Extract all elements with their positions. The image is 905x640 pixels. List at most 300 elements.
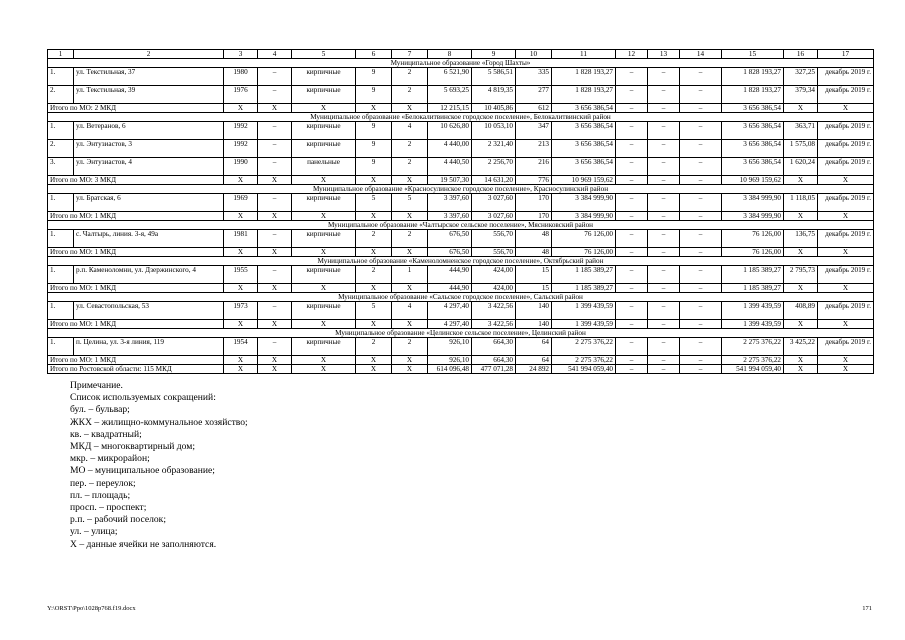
table-row	[48, 194, 874, 212]
table-cell: 5 693,25	[428, 86, 472, 104]
table-cell: 9	[356, 122, 392, 140]
table-cell: X	[356, 212, 392, 221]
table-cell: –	[258, 266, 292, 284]
table-cell: X	[292, 212, 356, 221]
table-cell: –	[258, 158, 292, 176]
column-number-cell: 13	[648, 50, 680, 59]
table-cell: декабрь 2019 г.	[818, 194, 874, 212]
table-cell: 14 631,20	[472, 176, 516, 185]
note-line: пер. – переулок;	[70, 477, 136, 489]
table-cell: 170	[516, 194, 552, 212]
table-cell: 347	[516, 122, 552, 140]
total-row	[48, 104, 874, 113]
table-cell: –	[258, 302, 292, 320]
table-cell: X	[784, 176, 818, 185]
table-cell: X	[292, 104, 356, 113]
table-cell: 10 405,86	[472, 104, 516, 113]
table-cell: X	[258, 176, 292, 185]
table-cell: 1.	[48, 122, 74, 140]
table-cell: 4 440,50	[428, 158, 472, 176]
table-cell: 444,90	[428, 266, 472, 284]
note-line: ул. – улица;	[70, 526, 118, 538]
municipality-name: Муниципальное образование «Чалтырское сельское поселение», Мясниковский район	[48, 221, 874, 230]
table-cell: 3 656 386,54	[722, 122, 784, 140]
table-cell: 4 297,40	[428, 320, 472, 329]
table-cell: 2	[356, 230, 392, 248]
column-number-cell: 3	[224, 50, 258, 59]
table-cell: 64	[516, 338, 552, 356]
table-cell: 170	[516, 212, 552, 221]
table-cell: –	[680, 302, 722, 320]
table-cell: декабрь 2019 г.	[818, 140, 874, 158]
table-cell: X	[784, 365, 818, 374]
table-cell: ул. Энтузиастов, 3	[74, 140, 224, 158]
table-cell: 1 399 439,59	[722, 302, 784, 320]
table-cell: 4	[392, 122, 428, 140]
table-cell: X	[392, 212, 428, 221]
table-cell: 1992	[224, 122, 258, 140]
note-line: мкр. – микрорайон;	[70, 453, 150, 465]
table-cell: X	[258, 104, 292, 113]
table-cell: 76 126,00	[722, 248, 784, 257]
municipality-section-row	[48, 185, 874, 194]
total-label: Итого по МО: 3 МКД	[48, 176, 224, 185]
table-cell: 3 656 386,54	[552, 104, 616, 113]
total-row	[48, 212, 874, 221]
table-cell: X	[784, 104, 818, 113]
table-cell: –	[648, 230, 680, 248]
table-cell: 3 422,56	[472, 320, 516, 329]
table-cell: 1990	[224, 158, 258, 176]
table-cell: 1976	[224, 86, 258, 104]
table-cell: 2.	[48, 86, 74, 104]
table-cell: –	[616, 122, 648, 140]
table-cell: 3 656 386,54	[722, 140, 784, 158]
table-cell: 3 656 386,54	[722, 104, 784, 113]
table-cell: 3 384 999,90	[722, 212, 784, 221]
table-cell: –	[680, 266, 722, 284]
table-row	[48, 122, 874, 140]
table-cell: –	[258, 194, 292, 212]
table-cell: ул. Братская, 6	[74, 194, 224, 212]
table-cell: –	[648, 212, 680, 221]
table-row	[48, 68, 874, 86]
table-cell: –	[616, 194, 648, 212]
table-cell: кирпичные	[292, 302, 356, 320]
table-cell: –	[258, 122, 292, 140]
table-cell: –	[680, 68, 722, 86]
table-cell: п. Целина, ул. 3-я линия, 119	[74, 338, 224, 356]
table-cell: ул. Текстильная, 37	[74, 68, 224, 86]
table-cell: X	[356, 284, 392, 293]
table-cell: 2	[392, 158, 428, 176]
table-cell: –	[648, 356, 680, 365]
note-line: бул. – бульвар;	[70, 404, 130, 416]
table-cell: 3 384 999,90	[552, 212, 616, 221]
table-cell: 2	[356, 338, 392, 356]
note-line: пл. – площадь;	[70, 489, 131, 501]
table-cell: X	[258, 248, 292, 257]
table-cell: 277	[516, 86, 552, 104]
table-cell: –	[648, 86, 680, 104]
table-cell: –	[680, 356, 722, 365]
column-number-cell: 10	[516, 50, 552, 59]
table-cell: X	[392, 176, 428, 185]
note-line: X – данные ячейки не заполняются.	[70, 538, 217, 550]
column-number-cell: 4	[258, 50, 292, 59]
total-row	[48, 284, 874, 293]
table-cell: 19 507,30	[428, 176, 472, 185]
table-cell: –	[648, 365, 680, 374]
table-cell: X	[392, 365, 428, 374]
page-number: 171	[862, 605, 872, 612]
total-row	[48, 365, 874, 374]
total-row	[48, 176, 874, 185]
table-cell: 1992	[224, 140, 258, 158]
table-cell: кирпичные	[292, 86, 356, 104]
table-cell: –	[648, 122, 680, 140]
total-label: Итого по МО: 1 МКД	[48, 212, 224, 221]
table-cell: –	[648, 158, 680, 176]
table-cell: X	[224, 176, 258, 185]
table-cell: 1 185 389,27	[722, 266, 784, 284]
table-cell: X	[784, 356, 818, 365]
table-cell: декабрь 2019 г.	[818, 122, 874, 140]
table-cell: 408,89	[784, 302, 818, 320]
table-cell: декабрь 2019 г.	[818, 266, 874, 284]
table-cell: –	[680, 140, 722, 158]
table-cell: X	[224, 365, 258, 374]
table-cell: X	[392, 320, 428, 329]
table-cell: 4 297,40	[428, 302, 472, 320]
table-cell: кирпичные	[292, 230, 356, 248]
note-line: МО – муниципальное образование;	[70, 465, 215, 477]
table-cell: 1.	[48, 266, 74, 284]
column-number-cell: 14	[680, 50, 722, 59]
table-cell: ул. Текстильная, 39	[74, 86, 224, 104]
note-line: кв. – квадратный;	[70, 428, 142, 440]
municipality-section-row	[48, 257, 874, 266]
table-cell: 676,50	[428, 230, 472, 248]
table-cell: –	[616, 140, 648, 158]
table-cell: –	[616, 338, 648, 356]
table-cell: 216	[516, 158, 552, 176]
table-row	[48, 86, 874, 104]
column-number-cell: 6	[356, 50, 392, 59]
table-cell: 1.	[48, 68, 74, 86]
table-cell: 15	[516, 266, 552, 284]
column-number-cell: 15	[722, 50, 784, 59]
table-cell: 1981	[224, 230, 258, 248]
table-cell: –	[648, 284, 680, 293]
table-row	[48, 266, 874, 284]
table-cell: –	[680, 104, 722, 113]
table-cell: –	[616, 266, 648, 284]
total-row	[48, 248, 874, 257]
table-cell: –	[616, 68, 648, 86]
table-cell: 213	[516, 140, 552, 158]
table-cell: 64	[516, 356, 552, 365]
table-cell: 140	[516, 302, 552, 320]
municipality-section-row	[48, 59, 874, 68]
table-cell: –	[616, 320, 648, 329]
table-cell: 10 626,80	[428, 122, 472, 140]
table-cell: 363,71	[784, 122, 818, 140]
table-cell: –	[648, 302, 680, 320]
table-cell: X	[292, 248, 356, 257]
table-cell: ул. Энтузиастов, 4	[74, 158, 224, 176]
table-cell: 1 118,05	[784, 194, 818, 212]
table-cell: 136,75	[784, 230, 818, 248]
total-label: Итого по МО: 1 МКД	[48, 248, 224, 257]
table-cell: X	[818, 356, 874, 365]
file-path-footer: Y:\ORST\Ppo\1028p768.f19.docx	[47, 605, 136, 612]
table-cell: декабрь 2019 г.	[818, 302, 874, 320]
table-cell: X	[818, 320, 874, 329]
table-cell: 9	[356, 86, 392, 104]
table-cell: 1973	[224, 302, 258, 320]
table-cell: –	[616, 356, 648, 365]
table-cell: –	[616, 86, 648, 104]
table-cell: –	[680, 158, 722, 176]
table-cell: 10 053,10	[472, 122, 516, 140]
table-cell: –	[680, 194, 722, 212]
table-cell: 48	[516, 248, 552, 257]
total-label: Итого по МО: 1 МКД	[48, 284, 224, 293]
table-cell: 2	[392, 140, 428, 158]
table-cell: 2	[392, 68, 428, 86]
table-cell: X	[356, 320, 392, 329]
table-cell: 424,00	[472, 284, 516, 293]
table-cell: X	[292, 320, 356, 329]
table-cell: –	[648, 68, 680, 86]
table-cell: X	[224, 284, 258, 293]
table-cell: –	[648, 338, 680, 356]
table-cell: 2	[392, 86, 428, 104]
table-cell: 2	[392, 338, 428, 356]
table-cell: панельные	[292, 158, 356, 176]
table-cell: 3.	[48, 158, 74, 176]
table-cell: 556,70	[472, 230, 516, 248]
table-cell: –	[680, 212, 722, 221]
table-cell: –	[616, 248, 648, 257]
municipality-section-row	[48, 221, 874, 230]
table-cell: –	[258, 86, 292, 104]
note-line: просп. – проспект;	[70, 502, 147, 514]
table-cell: 3 397,60	[428, 212, 472, 221]
table-cell: –	[680, 248, 722, 257]
table-cell: 1 399 439,59	[552, 320, 616, 329]
table-cell: –	[648, 320, 680, 329]
column-number-cell: 11	[552, 50, 616, 59]
table-cell: 6 521,90	[428, 68, 472, 86]
table-cell: X	[292, 176, 356, 185]
table-cell: 1969	[224, 194, 258, 212]
table-cell: –	[648, 266, 680, 284]
table-cell: –	[648, 140, 680, 158]
table-cell: 3 656 386,54	[552, 140, 616, 158]
table-cell: 5	[356, 194, 392, 212]
table-cell: 776	[516, 176, 552, 185]
table-cell: 3 656 386,54	[552, 158, 616, 176]
table-cell: 4	[392, 302, 428, 320]
table-cell: 3 397,60	[428, 194, 472, 212]
table-cell: 76 126,00	[552, 230, 616, 248]
table-cell: X	[784, 320, 818, 329]
table-cell: –	[258, 338, 292, 356]
table-cell: 1 399 439,59	[552, 302, 616, 320]
table-cell: 12 215,15	[428, 104, 472, 113]
table-cell: X	[818, 176, 874, 185]
total-row	[48, 320, 874, 329]
table-cell: кирпичные	[292, 122, 356, 140]
table-cell: 9	[356, 68, 392, 86]
table-cell: –	[680, 122, 722, 140]
table-cell: 1.	[48, 230, 74, 248]
total-label: Итого по Ростовской области: 115 МКД	[48, 365, 224, 374]
table-cell: –	[616, 284, 648, 293]
column-number-cell: 5	[292, 50, 356, 59]
table-cell: 3 027,60	[472, 212, 516, 221]
table-cell: X	[258, 284, 292, 293]
table-cell: 3 384 999,90	[722, 194, 784, 212]
table-cell: 76 126,00	[552, 248, 616, 257]
table-cell: X	[392, 248, 428, 257]
table-cell: X	[356, 176, 392, 185]
table-cell: 926,10	[428, 356, 472, 365]
table-row	[48, 230, 874, 248]
table-cell: 1.	[48, 302, 74, 320]
table-cell: X	[258, 212, 292, 221]
table-cell: X	[392, 284, 428, 293]
table-cell: X	[224, 356, 258, 365]
table-cell: 2	[392, 230, 428, 248]
table-cell: X	[392, 104, 428, 113]
table-cell: X	[292, 356, 356, 365]
table-cell: 1.	[48, 194, 74, 212]
table-cell: –	[680, 320, 722, 329]
table-cell: 1 185 389,27	[552, 284, 616, 293]
column-number-cell: 16	[784, 50, 818, 59]
table-cell: X	[356, 248, 392, 257]
table-cell: 327,25	[784, 68, 818, 86]
table-cell: декабрь 2019 г.	[818, 158, 874, 176]
table-cell: 477 071,28	[472, 365, 516, 374]
table-cell: –	[616, 230, 648, 248]
table-cell: 424,00	[472, 266, 516, 284]
table-cell: –	[680, 176, 722, 185]
municipality-section-row	[48, 329, 874, 338]
table-cell: 10 969 159,62	[552, 176, 616, 185]
table-cell: –	[616, 212, 648, 221]
municipality-section-row	[48, 293, 874, 302]
municipality-name: Муниципальное образование «Каменоломненское городское поселение», Октябрьский район	[48, 257, 874, 266]
table-cell: 1 399 439,59	[722, 320, 784, 329]
table-cell: ул. Севастопольская, 53	[74, 302, 224, 320]
table-cell: 379,34	[784, 86, 818, 104]
table-row	[48, 158, 874, 176]
table-cell: кирпичные	[292, 266, 356, 284]
table-cell: 3 422,56	[472, 302, 516, 320]
table-cell: 4 440,00	[428, 140, 472, 158]
table-cell: X	[784, 248, 818, 257]
table-cell: X	[818, 212, 874, 221]
table-cell: 5	[356, 302, 392, 320]
total-label: Итого по МО: 1 МКД	[48, 320, 224, 329]
table-cell: 541 994 059,40	[552, 365, 616, 374]
table-cell: X	[292, 284, 356, 293]
table-cell: 3 027,60	[472, 194, 516, 212]
table-cell: 676,50	[428, 248, 472, 257]
table-cell: 1	[392, 266, 428, 284]
table-cell: X	[356, 104, 392, 113]
table-cell: кирпичные	[292, 68, 356, 86]
note-line: ЖКХ – жилищно-коммунальное хозяйство;	[70, 416, 248, 428]
table-cell: –	[258, 230, 292, 248]
table-cell: 3 425,22	[784, 338, 818, 356]
table-cell: 48	[516, 230, 552, 248]
table-cell: –	[648, 104, 680, 113]
table-cell: 1.	[48, 338, 74, 356]
table-cell: 614 096,48	[428, 365, 472, 374]
table-cell: –	[648, 176, 680, 185]
table-cell: –	[680, 338, 722, 356]
table-cell: –	[680, 365, 722, 374]
table-cell: с. Чалтырь, линия. 3-я, 49а	[74, 230, 224, 248]
table-cell: –	[616, 176, 648, 185]
table-cell: X	[784, 284, 818, 293]
table-cell: декабрь 2019 г.	[818, 338, 874, 356]
table-cell: X	[224, 320, 258, 329]
column-number-cell: 7	[392, 50, 428, 59]
table-cell: X	[258, 356, 292, 365]
table-cell: 1 575,08	[784, 140, 818, 158]
table-cell: кирпичные	[292, 140, 356, 158]
table-cell: 5 586,51	[472, 68, 516, 86]
table-cell: 541 994 059,40	[722, 365, 784, 374]
table-cell: 664,30	[472, 356, 516, 365]
note-heading: Примечание.	[70, 380, 123, 391]
table-cell: 664,30	[472, 338, 516, 356]
column-number-cell: 1	[48, 50, 74, 59]
table-cell: X	[392, 356, 428, 365]
total-label: Итого по МО: 1 МКД	[48, 356, 224, 365]
note-line: МКД – многоквартирный дом;	[70, 441, 196, 453]
table-cell: X	[224, 248, 258, 257]
note-line: Список используемых сокращений:	[70, 392, 216, 404]
table-cell: 140	[516, 320, 552, 329]
table-cell: X	[818, 104, 874, 113]
table-cell: 4 819,35	[472, 86, 516, 104]
table-cell: 2 275 376,22	[722, 338, 784, 356]
table-cell: 3 656 386,54	[552, 122, 616, 140]
table-cell: X	[224, 212, 258, 221]
table-cell: 10 969 159,62	[722, 176, 784, 185]
table-cell: 1955	[224, 266, 258, 284]
table-cell: 1 620,24	[784, 158, 818, 176]
table-cell: декабрь 2019 г.	[818, 68, 874, 86]
table-cell: –	[616, 158, 648, 176]
table-cell: –	[680, 230, 722, 248]
table-cell: 556,70	[472, 248, 516, 257]
table-cell: р.п. Каменоломни, ул. Дзержинского, 4	[74, 266, 224, 284]
table-cell: 5	[392, 194, 428, 212]
column-number-cell: 8	[428, 50, 472, 59]
table-cell: 1954	[224, 338, 258, 356]
table-cell: –	[680, 86, 722, 104]
table-cell: ул. Ветеранов, 6	[74, 122, 224, 140]
table-cell: 926,10	[428, 338, 472, 356]
